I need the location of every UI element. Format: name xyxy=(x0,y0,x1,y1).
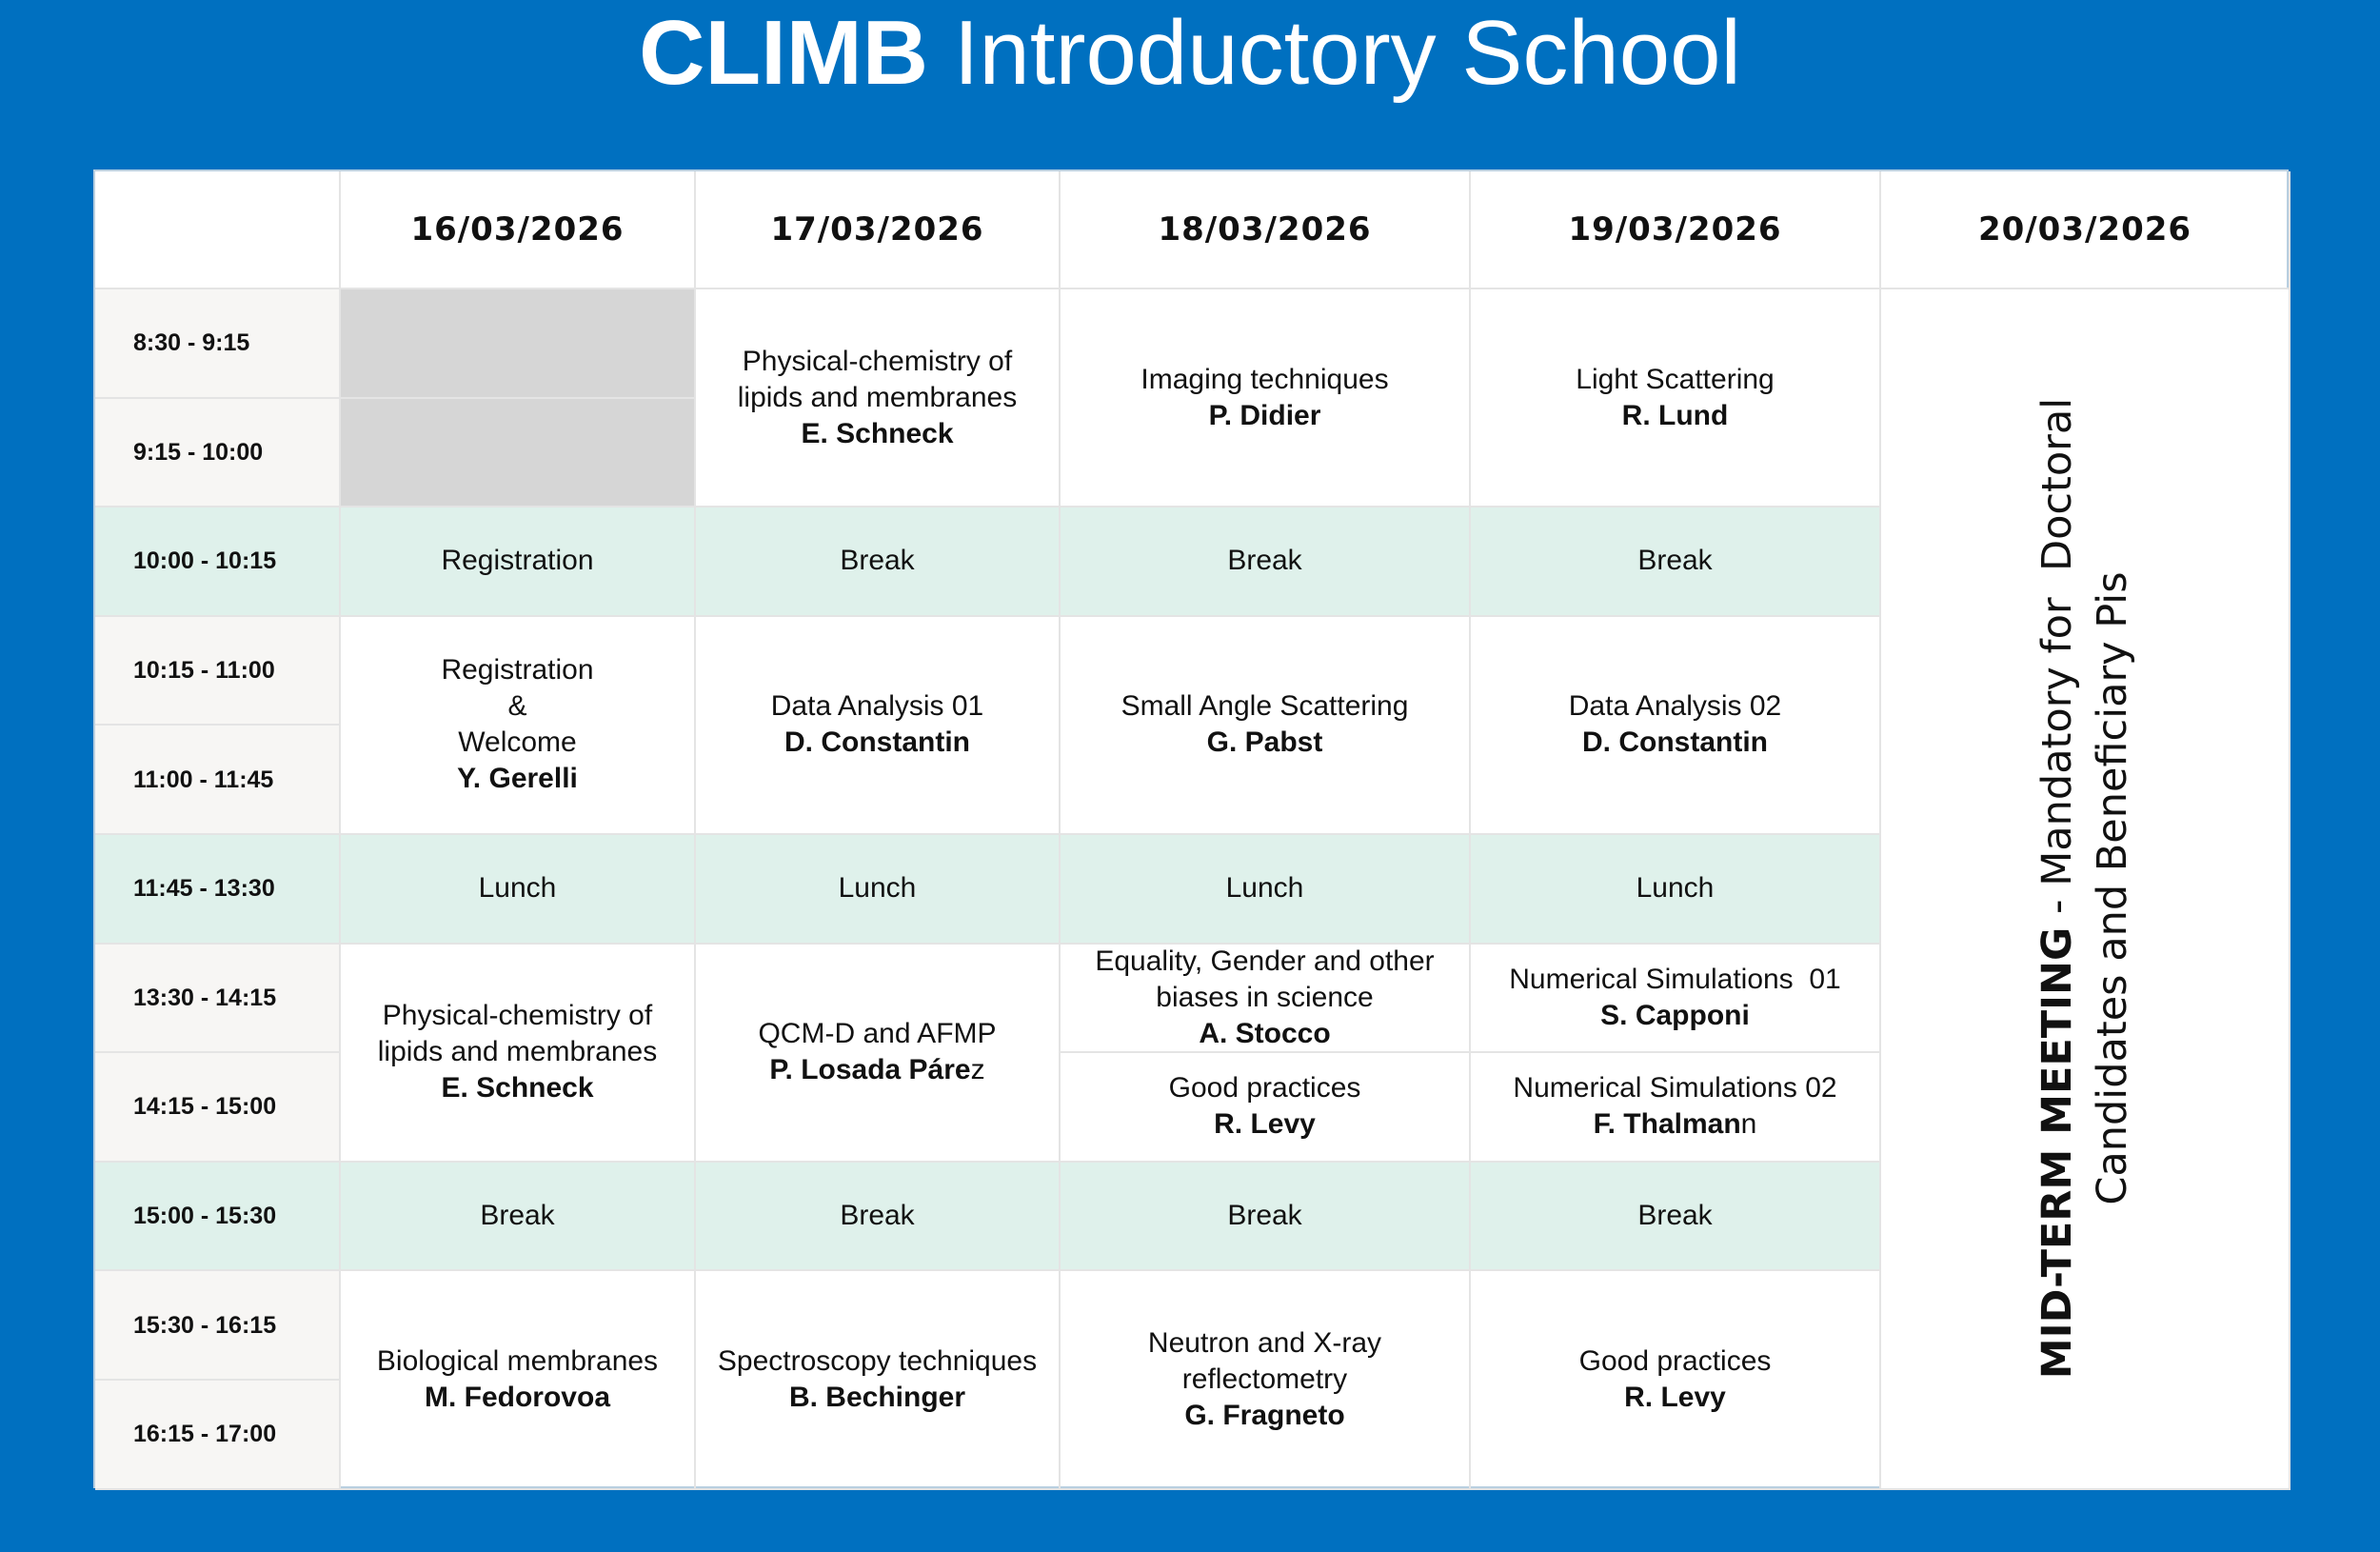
break-cell: Break xyxy=(696,1163,1061,1272)
session-title: Small Angle Scattering xyxy=(1121,690,1409,723)
session-cell xyxy=(341,945,696,1163)
session-speaker: B. Bechinger xyxy=(788,1381,966,1413)
session-speaker: G. Fragneto xyxy=(1184,1399,1345,1431)
session-speaker-line xyxy=(769,1052,984,1088)
session-speaker-tail: n xyxy=(1740,1108,1757,1141)
session-cell xyxy=(341,617,696,835)
session-cell xyxy=(1061,1053,1471,1163)
session-title: Good practices xyxy=(1578,1344,1772,1377)
break-cell: Break xyxy=(696,507,1061,617)
page-title xyxy=(0,0,2380,114)
session-cell xyxy=(696,617,1061,835)
session-title: Neutron and X-ray reflectometry xyxy=(1147,1326,1382,1395)
time-slot: 10:00 - 10:15 xyxy=(95,507,341,617)
session-cell xyxy=(696,1271,1061,1489)
time-slot: 15:00 - 15:30 xyxy=(95,1163,341,1272)
session-title-line: Welcome xyxy=(458,726,577,759)
session-title: QCM-D and AFMP xyxy=(758,1018,997,1050)
mid-term-meeting-cell xyxy=(1881,289,2291,1490)
session-title: Physical-chemistry of lipids and membranes xyxy=(377,1000,658,1068)
time-slot: 9:15 - 10:00 xyxy=(95,399,341,508)
session-speaker: R. Lund xyxy=(1621,399,1729,431)
mid-term-meeting-text xyxy=(2030,365,2140,1412)
break-cell: Break xyxy=(1061,507,1471,617)
header-corner xyxy=(95,171,341,289)
session-title: Biological membranes xyxy=(376,1344,659,1377)
time-slot: 16:15 - 17:00 xyxy=(95,1381,341,1490)
header-date-2: 17/03/2026 xyxy=(696,171,1061,289)
session-speaker: Y. Gerelli xyxy=(457,763,578,795)
session-cell xyxy=(1061,617,1471,835)
time-slot: 14:15 - 15:00 xyxy=(95,1053,341,1163)
time-slot: 15:30 - 16:15 xyxy=(95,1271,341,1381)
mid-term-meeting-line-1 xyxy=(2030,365,2085,1412)
mid-term-meeting-bold: MID-TERM MEETING xyxy=(2033,926,2081,1380)
session-title: Imaging techniques xyxy=(1140,363,1389,395)
time-slot: 13:30 - 14:15 xyxy=(95,945,341,1054)
session-cell xyxy=(1471,945,1881,1054)
session-title-line: Registration xyxy=(441,654,594,686)
session-title: Numerical Simulations 01 xyxy=(1509,963,1841,995)
session-speaker-tail: z xyxy=(970,1054,985,1086)
empty-slot xyxy=(341,289,696,399)
session-speaker: G. Pabst xyxy=(1206,726,1323,759)
session-cell xyxy=(1471,617,1881,835)
break-cell: Break xyxy=(1471,1163,1881,1272)
header-date-4: 19/03/2026 xyxy=(1471,171,1881,289)
session-title-line: & xyxy=(507,690,527,723)
session-speaker: D. Constantin xyxy=(784,726,970,759)
break-cell: Break xyxy=(1061,1163,1471,1272)
session-speaker: E. Schneck xyxy=(441,1072,594,1104)
empty-slot xyxy=(341,399,696,508)
time-slot: 11:00 - 11:45 xyxy=(95,726,341,835)
session-speaker: S. Capponi xyxy=(1600,999,1750,1031)
session-title: Physical-chemistry of lipids and membranes xyxy=(737,345,1018,413)
time-slot: 11:45 - 13:30 xyxy=(95,835,341,945)
session-speaker: A. Stocco xyxy=(1199,1017,1331,1049)
session-cell xyxy=(1471,289,1881,507)
session-cell xyxy=(1471,1053,1881,1163)
header-date-5: 20/03/2026 xyxy=(1881,171,2291,289)
session-cell xyxy=(696,289,1061,507)
session-cell xyxy=(696,945,1061,1163)
session-title: Equality, Gender and other biases in science xyxy=(1095,945,1435,1013)
session-speaker: D. Constantin xyxy=(1582,726,1768,759)
session-speaker-line xyxy=(1594,1106,1757,1143)
session-speaker: P. Losada Páre xyxy=(769,1054,971,1086)
mid-term-meeting-line-2: Candidates and Beneficiary Pis xyxy=(2089,571,2136,1205)
session-cell xyxy=(1061,289,1471,507)
session-speaker: M. Fedorovoa xyxy=(424,1381,610,1413)
session-speaker: F. Thalman xyxy=(1593,1108,1741,1141)
registration-cell: Registration xyxy=(341,507,696,617)
lunch-cell: Lunch xyxy=(696,835,1061,945)
session-cell xyxy=(1061,945,1471,1054)
session-speaker: R. Levy xyxy=(1214,1108,1316,1141)
schedule-table xyxy=(93,169,2289,1488)
session-title: Data Analysis 02 xyxy=(1568,690,1782,723)
session-speaker: P. Didier xyxy=(1208,399,1321,431)
break-cell: Break xyxy=(341,1163,696,1272)
header-date-3: 18/03/2026 xyxy=(1061,171,1471,289)
time-slot: 8:30 - 9:15 xyxy=(95,289,341,399)
lunch-cell: Lunch xyxy=(1061,835,1471,945)
mid-term-meeting-rest: - Mandatory for Doctoral xyxy=(2033,398,2081,927)
title-rest: Introductory School xyxy=(928,2,1741,104)
header-date-1: 16/03/2026 xyxy=(341,171,696,289)
break-cell: Break xyxy=(1471,507,1881,617)
time-slot: 10:15 - 11:00 xyxy=(95,617,341,726)
lunch-cell: Lunch xyxy=(341,835,696,945)
session-speaker: R. Levy xyxy=(1624,1381,1726,1413)
session-cell xyxy=(1471,1271,1881,1489)
session-title: Data Analysis 01 xyxy=(770,690,984,723)
session-title: Light Scattering xyxy=(1576,363,1775,395)
session-title: Good practices xyxy=(1168,1072,1361,1104)
title-bold: CLIMB xyxy=(639,2,929,104)
session-cell xyxy=(1061,1271,1471,1489)
session-title: Numerical Simulations 02 xyxy=(1513,1072,1837,1104)
session-speaker: E. Schneck xyxy=(801,417,954,449)
session-title: Spectroscopy techniques xyxy=(717,1344,1038,1377)
session-cell xyxy=(341,1271,696,1489)
lunch-cell: Lunch xyxy=(1471,835,1881,945)
